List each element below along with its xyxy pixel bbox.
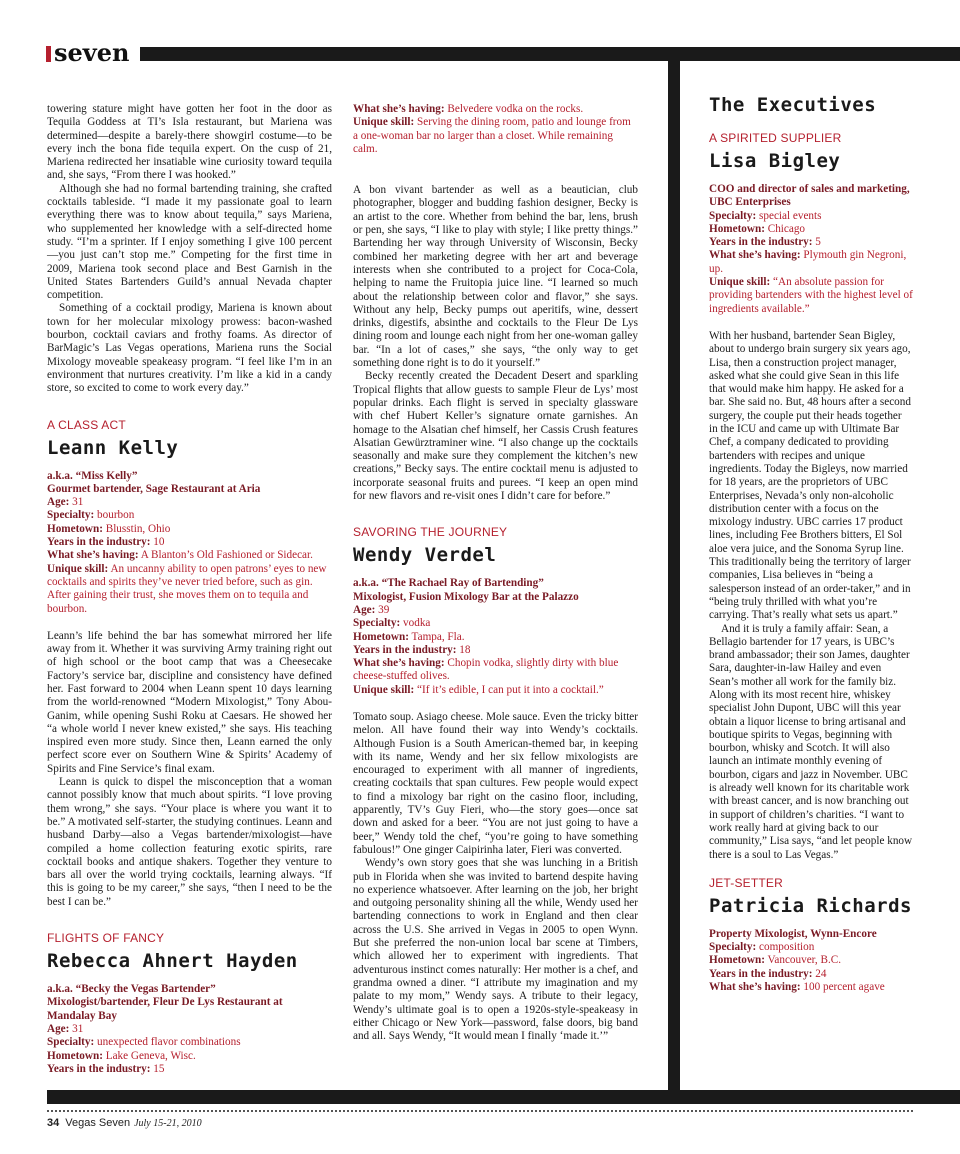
section-kicker: SAVORING THE JOURNEY [353,525,508,540]
fact-value: Vancouver, B.C. [767,954,842,967]
role: COO and director of sales and marketing, UBC Enterprises [709,183,910,209]
fact-value: “If it’s edible, I can put it into a cocktail.” [417,683,604,696]
aka: a.k.a. “Miss Kelly” [47,469,138,482]
profile-name: Wendy Verdel [353,544,497,567]
body-paragraph: Leann is quick to dispel the misconception that a woman cannot possibly know that much about spirits. “I love proving them wrong,” she says. “Your place is where you want it to be.” A motivated self-starter, the studying continues. Leann and husband Darby—also a Vegas bartender/mixologist—have compiled a home collection featuring exotic spirits, rare cocktail books and antique shakers. Together they venture to bars all over the world trying cocktails, learning always. “If this is going to be my career,” she says, “then I need to be the best I can be.” [47,776,332,908]
fact-value: 5 [815,236,821,249]
body-paragraph: Tomato soup. Asiago cheese. Mole sauce. Even the tricky bitter melon. All have found their way into Wendy’s cocktails. Although Fusion is a South American-themed bar, in keeping with its name, Wendy and her six fellow mixologists are encouraged to experiment with all manner of ingredients, creating cocktails that span cultures. Few people would expect to find a mixology bar right on the casino floor, including, apparently, TV’s Guy Fieri, who—the story goes—once sat down and asked for a beer. “You are not just going to have a beer,” Wendy told the chef, “you’re going to have something fabulous!” One ginger Caipirinha later, Fieri was converted. [353,710,638,856]
fact-value: Chicago [767,222,806,235]
fact-label: Years in the industry: [47,1062,151,1075]
fact-value: 39 [378,603,390,616]
section-title: The Executives [709,94,877,116]
fact-label: Hometown: [353,630,409,643]
body-paragraph: Becky recently created the Decadent Desert and sparkling Tropical flights that allow guests to sample Fleur de Lys’ most popular drinks. Each flight is served in specialty glassware with chef Hubert Keller’s signature ornate garnishes. An homage to the Alsatian chef himself, her Cassis Crush features Alsatian Gewürztraminer wine. “I also change up the cocktails seasonally and make sure they complement the kitchen’s new creations,” Becky says. The entire cocktail menu is adjusted to incorporate seasonal fruits and purees. “I keep an open mind for new flavors and re-visit ones I didn’t care for before.” [353,370,638,503]
fact-label: Specialty: [47,1036,95,1049]
fact-label: Years in the industry: [709,236,813,249]
fact-value: composition [759,941,815,954]
fact-label: Hometown: [709,222,765,235]
fact-value: Belvedere vodka on the rocks. [447,103,584,115]
body-paragraph: Something of a cocktail prodigy, Mariena is known about town for her molecular mixology prowess: bacon-washed bourbon, cocktail caviars and frothy foams. As director of BarMagic’s Las Vegas operations, Mariena runs the Social Mixology moveable speakeasy program. “I feel like I’m in an environment that nurtures creativity. I’m like a kid in a candy store, so excited to come to work every day.” [47,302,332,395]
role: Mixologist/bartender, Fleur De Lys Restaurant at Mandalay Bay [47,996,283,1022]
section-kicker: A CLASS ACT [47,417,126,432]
fact-value: 31 [72,1022,84,1035]
fact-label: Years in the industry: [709,967,813,980]
fact-label: Hometown: [47,522,103,535]
fact-value: Lake Geneva, Wisc. [105,1049,196,1062]
publication-name: Vegas Seven [65,1117,131,1129]
fact-value: Blusstin, Ohio [105,522,171,535]
body-paragraph: towering stature might have gotten her foot in the door as Tequila Goddess at TI’s Isla restaurant, but Mariena was determined—despite a barely-there showgirl costume—to be every inch the bona fide tequila expert. On the cusp of 21, Mariena redirected her insatiable wine curiosity toward tequila and, she says, “From there I was hooked.” [47,103,332,182]
fact-label: Unique skill: [47,562,109,575]
body-paragraph: With her husband, bartender Sean Bigley, about to undergo brain surgery six years ago, Lisa, then a construction project manager, asked what she could give Sean in this life that would make him happy. He asked for a bar. She said no. But, 48 hours after a second surgery, the couple put their heads together in the ICU and came up with Ultimate Bar Chef, a company dedicated to providing bartenders with recipes and unique ingredients. Today the Bigleys, now married for 18 years, are the proprietors of UBC Enterprises, Nevada’s only non-alcoholic distribution center with a focus on the mixology industry. UBC carries 17 product lines, including Fee Brothers bitters, El Sol aloe vera juice, and the Sonoma Syrup line. This traditionally being the territory of larger companies, Lisa believes in “being a salesperson instead of an order-taker,” and in “being truly thrilled with what you’re carrying. That’s really what sets us apart.” [709,329,911,622]
column-1 [47,103,332,1090]
fact-value: 18 [459,643,471,656]
profile-facts [353,103,638,156]
profile-facts [709,928,913,994]
fact-value: Plymouth gin Negroni, up. [709,249,907,275]
fact-value: bourbon [97,509,135,522]
fact-label: Specialty: [353,617,401,630]
profile-facts [47,983,332,1076]
profile-facts [353,577,638,697]
fact-value: unexpected flavor combinations [97,1036,241,1049]
profile-name: Leann Kelly [47,436,179,459]
fact-label: Specialty: [709,209,757,222]
issue-date: July 15-21, 2010 [134,1118,202,1129]
aka: a.k.a. “The Rachael Ray of Bartending” [353,577,544,590]
profile-facts [47,470,332,616]
role: Mixologist, Fusion Mixology Bar at the Palazzo [353,590,579,603]
folio [47,1117,202,1129]
footer-dotted-rule [47,1110,913,1112]
section-kicker: FLIGHTS OF FANCY [47,931,165,946]
column-2 [353,103,638,1043]
fact-value: 100 percent agave [803,981,885,994]
body-paragraph: Although she had no formal bartending training, she crafted cocktails tableside. “I made it my passionate goal to learn everything there was to know about tequila,” says Mariena, who supplemented her knowledge with a self-directed home study. “I’m a sprinter. If I enjoy something I give 100 percent—you just can’t stop me.” Competing for the first time in 2009, Mariena took second place and Best Garnish in the United States Bartenders Guild’s annual Nevada chapter competition. [47,182,332,302]
fact-label: What she’s having: [353,103,445,115]
fact-label: Age: [353,603,376,616]
role: Gourmet bartender, Sage Restaurant at Aria [47,482,261,495]
fact-value: special events [759,209,822,222]
fact-value: 15 [153,1062,165,1075]
aka: a.k.a. “Becky the Vegas Bartender” [47,983,216,996]
fact-value: 31 [72,496,84,509]
page-number: 34 [47,1117,60,1129]
top-rule [140,47,960,61]
fact-value: A Blanton’s Old Fashioned or Sidecar. [140,549,313,562]
fact-value: Chopin vodka, slightly dirty with blue cheese-stuffed olives. [353,657,619,683]
role: Property Mixologist, Wynn-Encore [709,927,877,940]
fact-label: Specialty: [709,941,757,954]
fact-value: Serving the dining room, patio and lounge from a one-woman bar no larger than a closet. While remaining calm. [353,116,631,155]
fact-value: 10 [153,536,165,549]
fact-label: Hometown: [47,1049,103,1062]
fact-value: vodka [403,617,431,630]
logo-mark [46,46,51,62]
fact-label: Age: [47,1022,70,1035]
fact-label: What she’s having: [47,549,139,562]
body-paragraph: Wendy’s own story goes that she was lunching in a British pub in Florida when she was invited to bartend despite having no experience whatsoever. After learning on the job, her bright and outgoing personality shining all the while, Wendy used her bartending connections to work in England and then clear across the U.S. She arrived in Vegas in 2005 to open Wynn. But she preferred the non-union local bar scene at Timbers, which allowed her to experiment with ingredients. That adventurous instinct comes naturally: Her mother is a chef, and grandma owned a diner. “I attribute my imagination and my palate to my mom,” Wendy says. A tribute to their legacy, Wendy’s ultimate goal is to open a 1920s-style-speakeasy in either Chicago or New York—password, false doors, big band and all. Says Wendy, “It would mean I finally ‘made it.’” [353,857,638,1043]
fact-label: What she’s having: [709,249,801,262]
profile-facts [709,183,913,316]
fact-label: Unique skill: [353,683,415,696]
fact-label: Years in the industry: [353,643,457,656]
fact-label: What she’s having: [709,981,801,994]
body-paragraph: A bon vivant bartender as well as a beautician, club photographer, blogger and budding fashion designer, Becky is an artist to the core. Whether from behind the bar, lens, brush or pen, she says, “I like to play with style; I like pretty things.” Bartending her way through University of Wisconsin, Becky combined her marketing degree with her art and beverage interests when she contributed to a project for Coca-Cola, helping to name the Fruitopia juice line. “I learned so much about the relationship between color and flavor,” she says. Without any help, Becky pumps out aperitifs, wine, dessert drinks, digestifs, absinthe and cocktails to the Fleur De Lys dining room and lounge each night from her one-woman galley bar. “In a lot of cases,” she says, “the only way to get something done right is to do it yourself.” [353,184,638,370]
fact-value: “An absolute passion for providing bartenders with the highest level of ingredients available.” [709,276,913,315]
fact-label: Age: [47,496,70,509]
profile-name: Rebecca Ahnert Hayden [47,950,298,973]
bottom-rule [47,1090,960,1104]
column-3 [709,93,913,1008]
column-divider [668,61,680,1091]
fact-value: An uncanny ability to open patrons’ eyes to new cocktails and spirits they’ve never tried before, such as gin. After gaining their trust, she moves them on to tequila and bourbon. [47,562,327,615]
section-kicker: A SPIRITED SUPPLIER [709,131,842,145]
fact-label: What she’s having: [353,657,445,670]
fact-label: Years in the industry: [47,536,151,549]
magazine-logo: seven [46,40,129,66]
section-kicker: JET-SETTER [709,875,784,890]
fact-value: Tampa, Fla. [411,630,465,643]
body-paragraph: Leann’s life behind the bar has somewhat mirrored her life away from it. Whether it was surviving Army training right out of high school or the boot camp that was a Cheesecake Factory’s service bar, discipline and consistency have defined her. Fast forward to 2004 when Leann spent 10 days learning from the world-renowned “Modern Mixologist,” Tony Abou-Ganim, while opening Sushi Roku at Caesars. He showed her “a whole world I never knew existed,” she says. His teaching inspired even more study. Since then, Leann earned the only perfect score ever on Southern Wine & Spirits’ Academy of Spirits and Fine Service’s final exam. [47,629,332,775]
fact-label: Specialty: [47,509,95,522]
profile-name: Patricia Richards [709,894,912,917]
fact-label: Hometown: [709,954,765,967]
fact-label: Unique skill: [353,116,415,129]
body-paragraph: And it is truly a family affair: Sean, a Bellagio bartender for 17 years, is UBC’s brand ambassador; their son James, daughter Sara, daughter-in-law Hailey and even Sean’s mother all work for the family biz. Along with its most recent hire, whiskey specialist John Dupont, UBC will this year obtain a liquor license to bring artisanal and boutique spirits to Vegas, beginning with bourbon, whisky and Scotch. It will also launch an intimate monthly evening of bourbon, cigars and jazz in November. UBC is already well known for its charitable work with breast cancer, and is now branching out in support of children’s charities. “I want to work really hard at giving back to our community,” Lisa says, “and let people know there is a soul to Las Vegas.” [709,622,913,861]
fact-label: Unique skill: [709,276,771,289]
fact-value: 24 [815,967,827,980]
profile-name: Lisa Bigley [709,150,841,172]
